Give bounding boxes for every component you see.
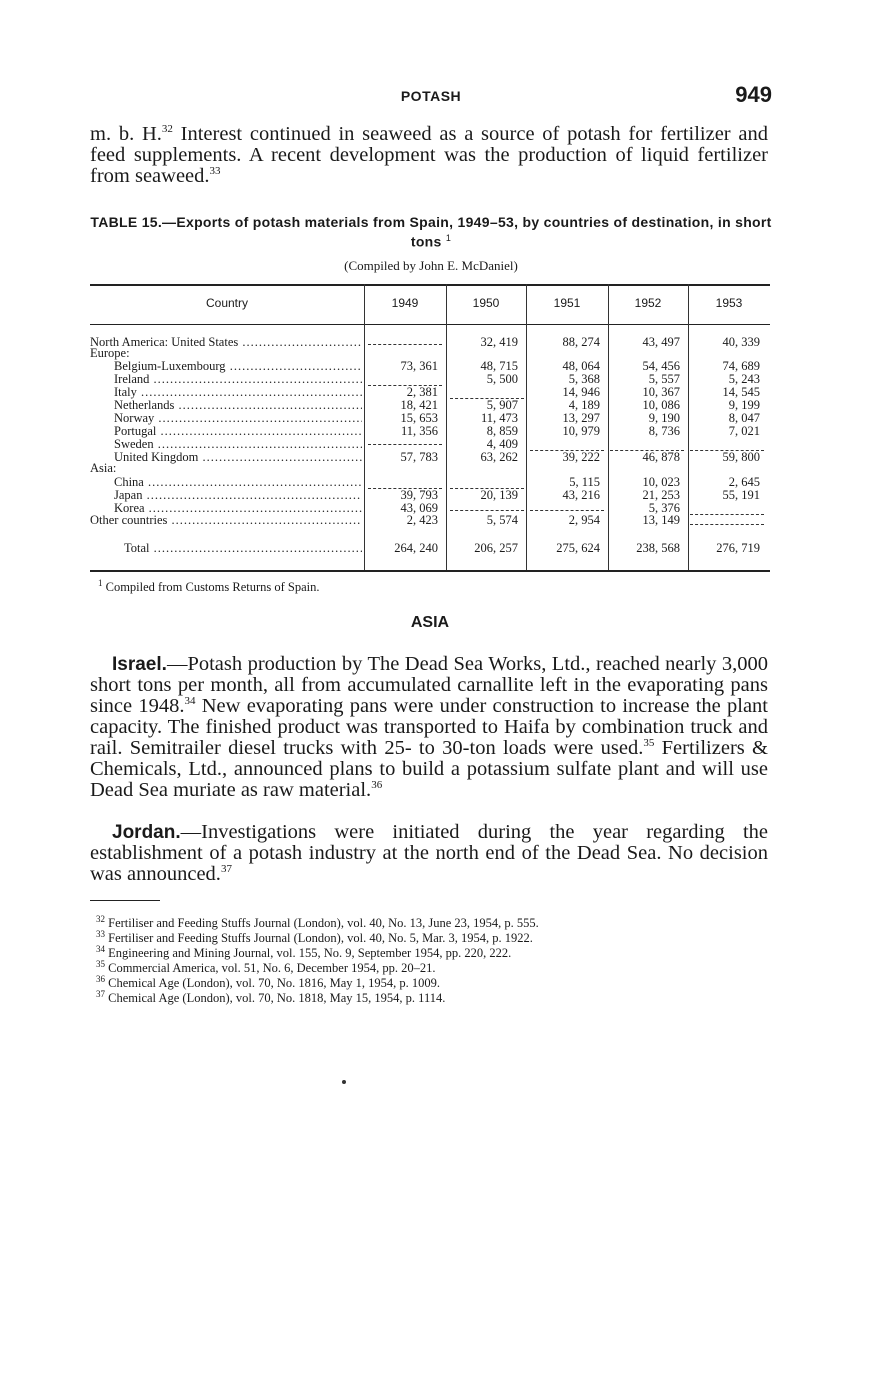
israel-lead: Israel. — [112, 654, 167, 675]
cell: 5, 500 — [486, 372, 518, 386]
cell: 10, 367 — [642, 385, 680, 399]
footnote-35 — [96, 959, 776, 974]
cell: 264, 240 — [394, 541, 438, 555]
israel-paragraph — [90, 654, 768, 801]
cell: 15, 653 — [400, 411, 438, 425]
running-head-title: POTASH — [400, 88, 462, 104]
footnote-36 — [96, 974, 776, 989]
table-compiled-by: (Compiled by John E. McDaniel) — [344, 258, 518, 273]
footnote-ref-34: 34 — [184, 695, 196, 708]
table-total-row — [90, 542, 770, 555]
table-caption-ref: 1 — [445, 233, 452, 243]
row-label: United Kingdom ..... — [90, 451, 362, 464]
cell: 11, 473 — [480, 411, 518, 425]
footnote-text: Chemical Age (London), vol. 70, No. 1816, May 1, 1954, p. 1009. — [108, 975, 441, 990]
table-caption — [90, 214, 772, 250]
cell: 74, 689 — [722, 359, 760, 373]
cell: 2, 381 — [406, 385, 438, 399]
row-label: Belgium-Luxembourg ..... — [90, 360, 362, 373]
cell: 18, 421 — [400, 398, 438, 412]
jordan-lead: Jordan. — [112, 822, 181, 843]
cell: 8, 047 — [728, 411, 760, 425]
cell: 59, 800 — [722, 450, 760, 464]
cell: 5, 115 — [569, 475, 600, 489]
cell: 43, 216 — [562, 488, 600, 502]
footnote-ref-37: 37 — [220, 863, 232, 876]
table-footnote-ref: 1 — [98, 578, 103, 588]
footnote-ref-33: 33 — [209, 165, 221, 178]
footnote-34 — [96, 944, 776, 959]
cell: 88, 274 — [562, 335, 600, 349]
cell: 5, 557 — [648, 372, 680, 386]
footnote-32 — [96, 914, 776, 929]
cell: 20, 139 — [480, 488, 518, 502]
footnote-text: Fertiliser and Feeding Stuffs Journal (London), vol. 40, No. 13, June 23, 1954, p. 555. — [108, 916, 539, 931]
table-footnote — [98, 578, 320, 595]
cell: 43, 069 — [400, 501, 438, 515]
empty-cell-dash — [450, 510, 524, 511]
section-heading: ASIA — [410, 614, 450, 631]
footnote-number: 34 — [96, 943, 105, 954]
empty-cell-dash — [530, 510, 604, 511]
cell: 9, 190 — [648, 411, 680, 425]
footnote-ref-36: 36 — [371, 779, 383, 792]
cell: 5, 368 — [568, 372, 600, 386]
cell: 5, 376 — [648, 501, 680, 515]
footnote-text: Engineering and Mining Journal, vol. 155, No. 9, September 1954, pp. 220, 222. — [108, 946, 512, 961]
header-1950: 1950 — [472, 296, 500, 310]
table-row — [90, 462, 770, 475]
footnote-number: 35 — [96, 958, 105, 969]
table-caption-text: TABLE 15.—Exports of potash materials from Spain, 1949–53, by countries of destination, in short tons — [90, 214, 772, 250]
cell: 10, 023 — [642, 475, 680, 489]
jordan-paragraph — [90, 822, 768, 885]
israel-text-3: Fertilizers & Chemicals, Ltd., announced plans to build a potassium sulfate plant and will use Dead Sea muriate as raw material. — [90, 737, 768, 801]
cell: 39, 793 — [400, 488, 438, 502]
footnote-ref-32: 32 — [161, 123, 173, 136]
row-label: Japan ..... — [90, 489, 362, 502]
table-top-rule — [90, 284, 770, 286]
footnote-number: 36 — [96, 973, 105, 984]
intro-text-2: Interest continued in seaweed as a source of potash for fertilizer and feed supplements. A recent development was the production of liquid fertilizer from seaweed. — [90, 123, 768, 187]
intro-text: m. b. H. — [90, 123, 162, 145]
footnote-number: 32 — [96, 914, 105, 924]
cell: 276, 719 — [716, 541, 760, 555]
row-label: North America: United States ..... — [90, 336, 362, 349]
row-label: China ..... — [90, 476, 362, 489]
page-number: 949 — [735, 82, 772, 107]
row-label: Norway ..... — [90, 412, 362, 425]
running-head — [90, 84, 772, 114]
cell: 40, 339 — [722, 335, 760, 349]
cell: 39, 222 — [562, 450, 600, 464]
row-label: Ireland ..... — [90, 373, 362, 386]
footnote-text: Chemical Age (London), vol. 70, No. 1818, May 15, 1954, p. 1114. — [108, 990, 446, 1005]
cell: 13, 149 — [642, 513, 680, 527]
cell: 14, 946 — [562, 385, 600, 399]
empty-cell-dash — [368, 344, 442, 345]
row-label: Portugal ..... — [90, 425, 362, 438]
israel-text-2: New evaporating pans were under construction to increase the plant capacity. The finished product was transported to Haifa by combination truck and rail. Semitrailer diesel trucks with 25- to 30-ton loads were used. — [90, 695, 768, 759]
header-1952: 1952 — [634, 296, 662, 310]
cell: 48, 064 — [562, 359, 600, 373]
row-label: Sweden ..... — [90, 438, 362, 451]
header-1949: 1949 — [391, 296, 419, 310]
cell: 10, 086 — [642, 398, 680, 412]
cell: 55, 191 — [722, 488, 760, 502]
cell: 238, 568 — [636, 541, 680, 555]
cell: 4, 409 — [486, 437, 518, 451]
cell: 11, 356 — [400, 424, 438, 438]
cell: 8, 859 — [486, 424, 518, 438]
footnote-rule — [90, 900, 160, 901]
cell: 206, 257 — [474, 541, 518, 555]
cell: 13, 297 — [562, 411, 600, 425]
header-1951: 1951 — [553, 296, 581, 310]
cell: 5, 243 — [728, 372, 760, 386]
header-country: Country — [205, 296, 249, 310]
row-label: Other countries ..... — [90, 514, 362, 527]
table-footnote-text: Compiled from Customs Returns of Spain. — [105, 580, 320, 595]
intro-paragraph — [90, 124, 768, 187]
cell: 46, 878 — [642, 450, 680, 464]
jordan-text-1: —Investigations were initiated during the year regarding the establishment of a potash industry at the north end of the Dead Sea. No decision was announced. — [90, 821, 768, 885]
cell: 21, 253 — [642, 488, 680, 502]
header-1953: 1953 — [715, 296, 743, 310]
cell: 5, 907 — [486, 398, 518, 412]
israel-text-1: —Potash production by The Dead Sea Works, Ltd., reached nearly 3,000 short tons per month, all from accumulated carnallite left in the evaporating pans since 1948. — [90, 653, 768, 717]
footnote-33 — [96, 929, 776, 944]
cell: 2, 423 — [406, 513, 438, 527]
table-row — [90, 425, 770, 438]
stray-mark — [342, 1080, 346, 1084]
cell: 9, 199 — [728, 398, 760, 412]
row-label: Total ..... — [90, 542, 362, 555]
footnote-37 — [96, 989, 776, 1004]
cell: 48, 715 — [480, 359, 518, 373]
footnote-ref-35: 35 — [643, 737, 655, 750]
empty-cell-dash — [690, 524, 764, 525]
footnote-text: Fertiliser and Feeding Stuffs Journal (London), vol. 40, No. 5, Mar. 3, 1954, p. 1922. — [108, 931, 533, 946]
row-label: Italy ..... — [90, 386, 362, 399]
cell: 63, 262 — [480, 450, 518, 464]
footnote-text: Commercial America, vol. 51, No. 6, December 1954, pp. 20–21. — [108, 961, 436, 976]
footnote-number: 33 — [96, 928, 105, 939]
cell: 54, 456 — [642, 359, 680, 373]
empty-cell-dash — [368, 444, 442, 445]
cell: 57, 783 — [400, 450, 438, 464]
cell: 2, 954 — [568, 513, 600, 527]
cell: 2, 645 — [728, 475, 760, 489]
cell: 7, 021 — [728, 424, 760, 438]
cell: 32, 419 — [480, 335, 518, 349]
footnotes — [96, 914, 776, 1004]
cell: 8, 736 — [648, 424, 680, 438]
row-label: Europe: — [90, 347, 130, 360]
cell: 43, 497 — [642, 335, 680, 349]
cell: 5, 574 — [486, 513, 518, 527]
cell: 4, 189 — [568, 398, 600, 412]
cell: 14, 545 — [722, 385, 760, 399]
table-bottom-rule — [90, 570, 770, 572]
cell: 10, 979 — [562, 424, 600, 438]
cell: 73, 361 — [400, 359, 438, 373]
row-label: Korea ..... — [90, 502, 362, 515]
row-label: Asia: — [90, 462, 117, 475]
row-label: Netherlands ..... — [90, 399, 362, 412]
footnote-number: 37 — [96, 988, 105, 999]
table-row — [90, 514, 770, 527]
table-header-rule — [90, 324, 770, 325]
cell: 275, 624 — [556, 541, 600, 555]
